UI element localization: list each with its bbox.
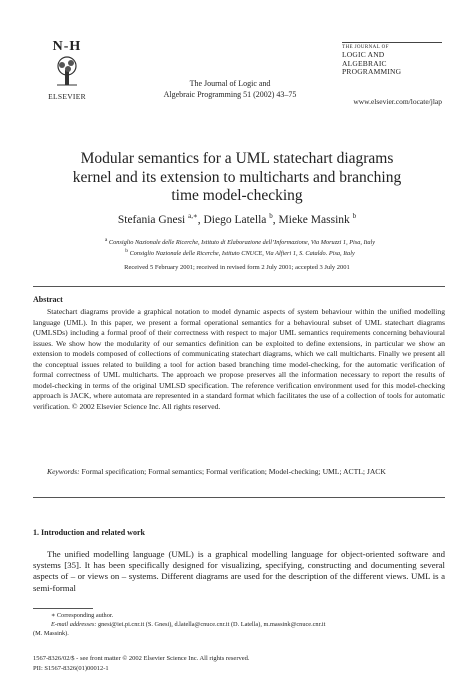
author-affiliation-mark: b (352, 212, 357, 220)
publisher-logo (44, 40, 90, 101)
title-line-2: kernel and its extension to multicharts and branching (72, 168, 402, 186)
author-affiliation-mark: b (269, 212, 273, 220)
abstract-heading: Abstract (33, 295, 63, 304)
keywords (33, 467, 445, 478)
journal-logo-line1: LOGIC AND (342, 50, 385, 59)
tree-icon (52, 56, 82, 86)
author-name: Stefania Gnesi (117, 213, 186, 226)
affiliation-text: Consiglio Nazionale delle Ricerche, Istituto CNUCE, Via Alfieri 1, S. Cataldo. Pisa, Italy (129, 250, 355, 258)
author-affiliation-mark: a,∗ (188, 212, 198, 220)
affiliation-mark: b (125, 248, 128, 255)
abstract-text: Statechart diagrams provide a graphical notation to model dynamic aspects of system behaviour within the unified modelling language (UML). In this paper, we present a formal operational semantics for a behavioural subset of UML statechart diagrams (UMLSDs) including a formal proof of their correctness with respect to major UML semantics requirements concerning behavioural issues. We show how the modularity of our semantics definition can be exploited to define extensions, in particular we show an extension to models composed of collections of communicating statechart diagrams, which we call multicharts. Finally we present all the conceptual issues related to building a tool for action based branching time model-checking, for the automatic verification of formal correctness of UML multicharts. The approach we propose preserves all the information necessary to report the results of model-checking in terms of the original UMLSD specification. The reference verification environment used for this model-checking approach is JACK, where automata are represented in a standard format which facilitates the use of a collection of tools for automatic verification. © 2002 Elsevier Science Inc. All rights reserved. (33, 307, 445, 411)
email-label: E-mail addresses: (51, 621, 97, 628)
journal-logo-small: THE JOURNAL OF (342, 45, 389, 50)
section-text: The unified modelling language (UML) is a graphical modelling language for object-oriented software and systems [35]. It has been specifically designed for visualizing, specifying, constructing and documenting several aspects of – or views on – systems. Different diagrams are used for the description of the different views. UML is a semi-formal (33, 549, 445, 593)
journal-logo-line3: PROGRAMMING (342, 67, 402, 76)
email-addresses: gnesi@iei.pi.cnr.it (S. Gnesi), d.latella@cnuce.cnr.it (D. Latella), m.massink@cnuce.cnr.it (98, 621, 326, 628)
journal-citation (130, 79, 330, 100)
affiliation-item (40, 247, 440, 258)
affiliation-item (40, 236, 440, 247)
footnotes (33, 611, 445, 638)
title-line-3: time model-checking (171, 187, 303, 204)
journal-logo (342, 42, 442, 77)
footnote-rule (33, 608, 93, 609)
journal-logo-line2: ALGEBRAIC (342, 58, 387, 68)
author-list: Stefania Gnesi $^{a,∗}$, Diego Latella $^b$, Mieke Massink $^b$ (117, 212, 357, 226)
email-note (33, 620, 445, 629)
affiliation-mark: a (104, 237, 108, 243)
issn-line: 1567-8326/02/$ - see front matter © 2002 Elsevier Science Inc. All rights reserved. (33, 655, 250, 662)
journal-url[interactable]: www.elsevier.com/locate/jlap (353, 97, 442, 106)
publisher-mark: N-H (52, 39, 82, 54)
affiliations (40, 236, 440, 258)
keywords-text: Formal specification; Formal semantics; Formal verification; Model-checking; UML; ACTL; JACK (81, 467, 386, 476)
affiliation-text: Consiglio Nazionale delle Ricerche, Istituto di Elaborazione dell’Informazione, Via Moruzzi 1, Pisa, Italy (108, 239, 376, 247)
keywords-label: Keywords: (47, 467, 80, 476)
author-name: Mieke Massink (278, 213, 350, 226)
publisher-name: ELSEVIER (48, 92, 86, 101)
author-name: Diego Latella (203, 213, 267, 226)
divider-top (33, 286, 445, 287)
corresponding-note: ∗ Corresponding author. (51, 612, 114, 619)
title-line-1: Modular semantics for a UML statechart diagrams (80, 150, 394, 167)
paper-title (30, 150, 444, 206)
section-heading: 1. Introduction and related work (33, 528, 145, 537)
journal-logo-rule (342, 42, 442, 43)
page-footer (33, 654, 250, 674)
email-note-cont: (M. Massink). (33, 630, 69, 637)
pii-line: PII: S1567-8326(01)00012-1 (33, 665, 109, 672)
journal-name-line2: Algebraic Programming 51 (2002) 43–75 (163, 89, 297, 99)
divider-bottom (33, 497, 445, 498)
journal-name-line1: The Journal of Logic and (189, 79, 271, 88)
received-dates: Received 5 February 2001; received in revised form 2 July 2001; accepted 3 July 2001 (124, 264, 350, 271)
